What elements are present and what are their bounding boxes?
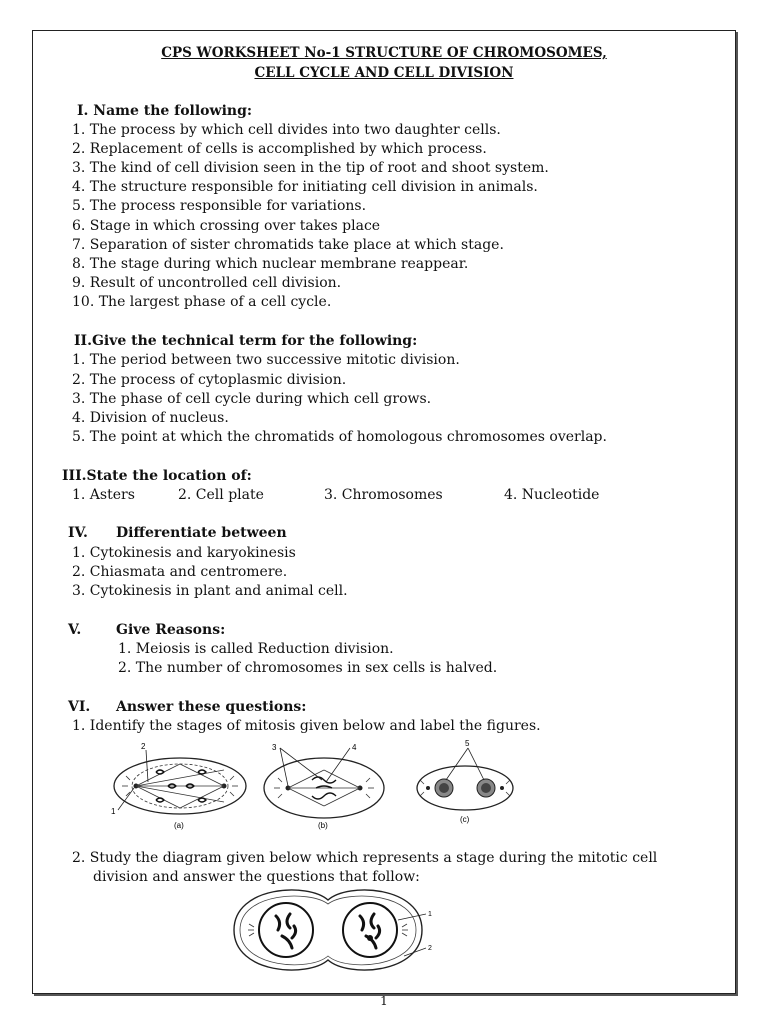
mitosis-figure-b xyxy=(258,740,393,832)
section4-numeral: IV. xyxy=(68,525,88,541)
section3-item: 3. Chromosomes xyxy=(324,487,443,503)
section5-item: 1. Meiosis is called Reduction division. xyxy=(118,641,394,657)
section1-item: 4. The structure responsible for initiating cell division in animals. xyxy=(72,179,538,195)
section2-item: 1. The period between two successive mitotic division. xyxy=(72,352,460,368)
section2-heading: II.Give the technical term for the following: xyxy=(74,333,418,349)
section1-item: 2. Replacement of cells is accomplished by which process. xyxy=(72,141,487,157)
section2-item: 4. Division of nucleus. xyxy=(72,410,229,426)
figure-c-label-5: 5 xyxy=(465,739,470,748)
section6-heading: Answer these questions: xyxy=(116,699,307,715)
section4-heading: Differentiate between xyxy=(116,525,287,541)
figure-a-label-1: 1 xyxy=(111,807,116,816)
figure-c-caption: (c) xyxy=(460,815,470,824)
diagram-label-2: 2 xyxy=(428,945,432,952)
cell-division-diagram xyxy=(228,886,440,976)
section1-item: 9. Result of uncontrolled cell division. xyxy=(72,275,342,291)
section2-item: 3. The phase of cell cycle during which cell grows. xyxy=(72,391,432,407)
section6-question2-line2: division and answer the questions that follow: xyxy=(93,869,420,885)
section1-item: 7. Separation of sister chromatids take place at which stage. xyxy=(72,237,504,253)
section1-item: 8. The stage during which nuclear membrane reappear. xyxy=(72,256,469,272)
section5-numeral: V. xyxy=(68,622,82,638)
section6-question1: 1. Identify the stages of mitosis given below and label the figures. xyxy=(72,718,541,734)
worksheet-title-line2: CELL CYCLE AND CELL DIVISION xyxy=(254,65,514,81)
section1-item: 5. The process responsible for variations. xyxy=(72,198,367,214)
figure-a-caption: (a) xyxy=(174,821,184,830)
diagram-label-1: 1 xyxy=(428,911,432,918)
section6-question2-line1: 2. Study the diagram given below which represents a stage during the mitotic cell xyxy=(72,850,658,866)
worksheet-title-line1: CPS WORKSHEET No-1 STRUCTURE OF CHROMOSOMES, xyxy=(161,45,607,61)
section1-item: 10. The largest phase of a cell cycle. xyxy=(72,294,332,310)
section4-item: 3. Cytokinesis in plant and animal cell. xyxy=(72,583,348,599)
figure-b-caption: (b) xyxy=(318,821,328,830)
section5-item: 2. The number of chromosomes in sex cells is halved. xyxy=(118,660,498,676)
section3-item: 4. Nucleotide xyxy=(504,487,600,503)
section1-item: 6. Stage in which crossing over takes place xyxy=(72,218,381,234)
figure-b-label-4: 4 xyxy=(352,743,357,752)
section5-heading: Give Reasons: xyxy=(116,622,226,638)
section4-item: 1. Cytokinesis and karyokinesis xyxy=(72,545,296,561)
section1-item: 3. The kind of cell division seen in the tip of root and shoot system. xyxy=(72,160,549,176)
section2-item: 5. The point at which the chromatids of homologous chromosomes overlap. xyxy=(72,429,607,445)
mitosis-figure-c xyxy=(410,736,520,828)
section1-heading: I. Name the following: xyxy=(77,103,253,119)
section2-item: 2. The process of cytoplasmic division. xyxy=(72,372,347,388)
figure-b-label-3: 3 xyxy=(272,743,277,752)
mitosis-figure-a xyxy=(108,740,253,832)
page-number: 1 xyxy=(380,994,388,1008)
figure-a-label-2: 2 xyxy=(141,742,146,751)
section1-item: 1. The process by which cell divides into two daughter cells. xyxy=(72,122,501,138)
section3-heading: III.State the location of: xyxy=(62,468,252,484)
section4-item: 2. Chiasmata and centromere. xyxy=(72,564,288,580)
section6-numeral: VI. xyxy=(68,699,91,715)
section3-item: 2. Cell plate xyxy=(178,487,264,503)
section3-item: 1. Asters xyxy=(72,487,135,503)
